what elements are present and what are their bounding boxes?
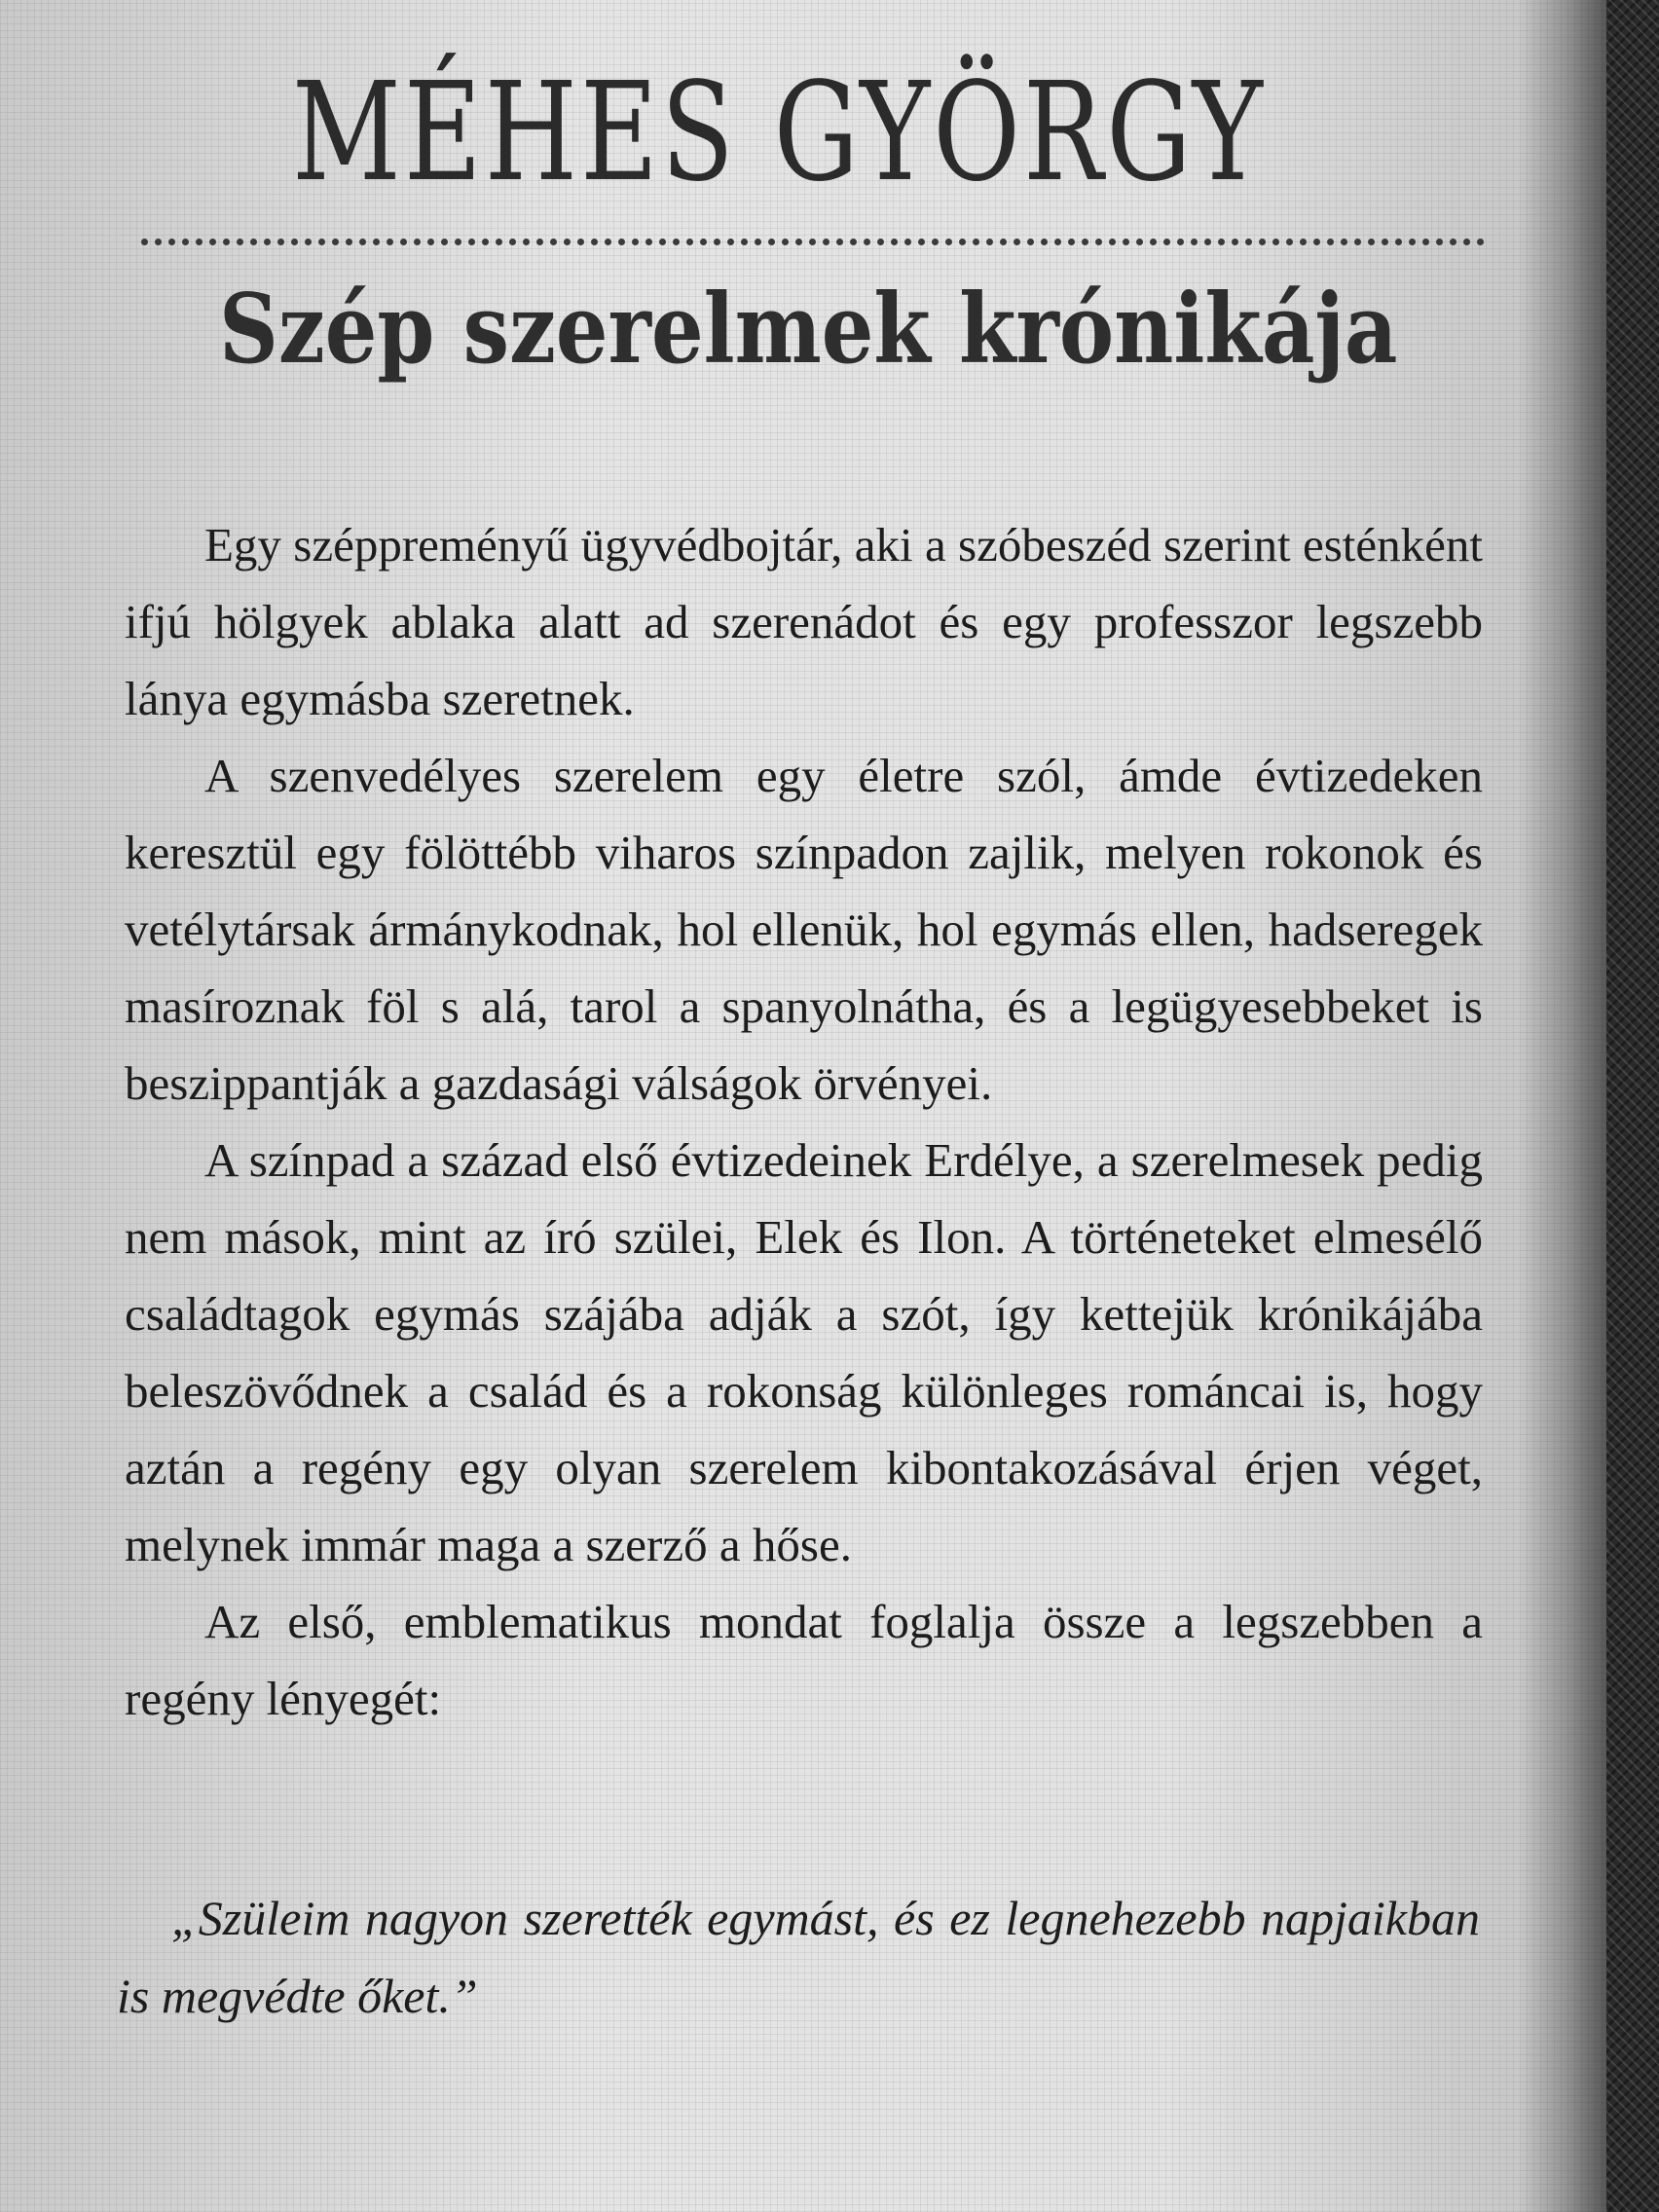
book-title: Szép szerelmek krónikája — [219, 274, 1398, 386]
spine-shadow — [1519, 0, 1606, 2212]
opening-quote — [117, 1879, 1480, 2035]
author-name: MÉHES GYÖRGY — [292, 54, 1266, 212]
quote-text: „Szüleim nagyon szerették egymást, és ez legnehezebb napjaikban is megvédte őket.” — [117, 1891, 1480, 2023]
book-spine — [1606, 0, 1659, 2212]
blurb-text — [125, 506, 1483, 1737]
blurb-paragraph-1: Egy széppreményű ügyvédbojtár, aki a szóbeszéd szerint esténként ifjú hölgyek ablaka alatt ad szerenádot és egy professzor legszebb lánya egymásba szeretnek. — [125, 518, 1483, 725]
dotted-divider — [141, 239, 1485, 245]
blurb-paragraph-3: A színpad a század első évtizedeinek Erdélye, a szerelmesek pedig nem mások, mint az író szülei, Elek és Ilon. A történeteket elmesélő családtagok egymás szájába adják a szót, így kettejük krónikájába beleszövődnek a család és a rokonság különleges románcai is, hogy aztán a regény egy olyan szerelem kibontakozásával érjen véget, melynek immár maga a szerző a hőse. — [125, 1133, 1483, 1571]
blurb-paragraph-2: A szenvedélyes szerelem egy életre szól, ámde évtizedeken keresztül egy fölöttébb viharos színpadon zajlik, melyen rokonok és vetélytársak ármánykodnak, hol ellenük, hol egymás ellen, hadseregek masíroznak föl s alá, tarol a spanyolnátha, és a legügyesebbeket is beszippantják a gazdasági válságok örvényei. — [125, 749, 1483, 1110]
blurb-paragraph-4: Az első, emblematikus mondat foglalja össze a legszebben a regény lényegét: — [125, 1595, 1483, 1725]
